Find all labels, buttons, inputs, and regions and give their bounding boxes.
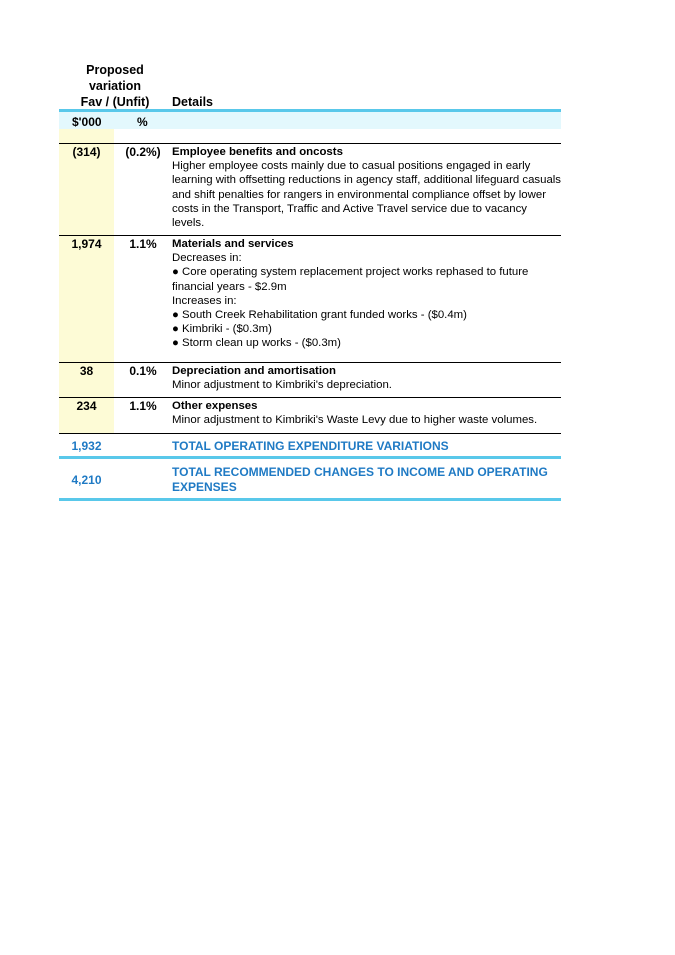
row-amount: 234	[76, 399, 97, 413]
units-row	[59, 109, 561, 129]
total-recommended-label	[172, 465, 561, 495]
row-detail-line: Increases in:	[172, 294, 237, 307]
details-column-header: Details	[172, 95, 213, 109]
row-title: Depreciation and amortisation	[172, 365, 336, 377]
total-recommended-label-line: TOTAL RECOMMENDED CHANGES TO INCOME AND OPERATING	[172, 465, 548, 479]
table-row	[59, 362, 561, 397]
row-detail-line: Decreases in:	[172, 252, 242, 265]
row-detail-line: ● Storm clean up works - ($0.3m)	[172, 337, 341, 350]
row-percent: 0.1%	[129, 364, 157, 378]
row-percent: (0.2%)	[125, 145, 161, 159]
row-title: Employee benefits and oncosts	[172, 146, 343, 158]
row-percent: 1.1%	[129, 237, 157, 251]
table-header	[59, 60, 561, 110]
row-details	[172, 364, 561, 392]
row-detail-line: and shift penalties for rangers in environmental compliance offset by lower	[172, 188, 546, 201]
row-details	[172, 145, 561, 230]
row-detail-line: ● Kimbriki - ($0.3m)	[172, 323, 272, 336]
table-row	[59, 397, 561, 434]
total-opex-label: TOTAL OPERATING EXPENDITURE VARIATIONS	[172, 439, 449, 453]
row-detail-line: Minor adjustment to Kimbriki's depreciation.	[172, 379, 392, 392]
row-detail-line: learning with offsetting reductions in agency staff, additional lifeguard casuals	[172, 174, 562, 187]
variation-header-line: variation	[88, 79, 142, 93]
row-details	[172, 237, 561, 351]
row-detail-line: Higher employee costs mainly due to casual positions engaged in early	[172, 160, 531, 173]
row-detail-line: financial years - $2.9m	[172, 280, 287, 293]
row-detail-line: costs in the Transport, Traffic and Active Travel service due to vacancy	[172, 202, 527, 215]
table-row	[59, 235, 561, 362]
table-row	[59, 143, 561, 236]
row-detail-line: ● South Creek Rehabilitation grant funded works - ($0.4m)	[172, 309, 467, 322]
row-percent: 1.1%	[129, 399, 157, 413]
unit-percent-label: %	[137, 115, 148, 129]
total-operating-expenditure-row	[59, 434, 561, 457]
row-detail-line: ● Core operating system replacement project works rephased to future	[172, 266, 529, 279]
unit-amount-label: $'000	[72, 115, 102, 129]
row-amount: (314)	[72, 145, 101, 159]
row-amount: 38	[79, 364, 94, 378]
variation-header-line: Fav / (Unfit)	[80, 95, 150, 109]
total-recommended-amount: 4,210	[71, 473, 102, 487]
row-detail-line: Minor adjustment to Kimbriki's Waste Levy due to higher waste volumes.	[172, 414, 538, 427]
row-detail-line: levels.	[172, 217, 205, 230]
variation-column-header	[59, 62, 171, 110]
total-recommended-label-line: EXPENSES	[172, 480, 237, 494]
row-details	[172, 399, 561, 427]
variation-header-line: Proposed	[86, 63, 144, 77]
total-opex-amount: 1,932	[71, 439, 102, 453]
row-title: Materials and services	[172, 238, 294, 250]
total-recommended-changes-row	[59, 456, 561, 501]
row-title: Other expenses	[172, 400, 258, 412]
row-amount: 1,974	[71, 237, 102, 251]
